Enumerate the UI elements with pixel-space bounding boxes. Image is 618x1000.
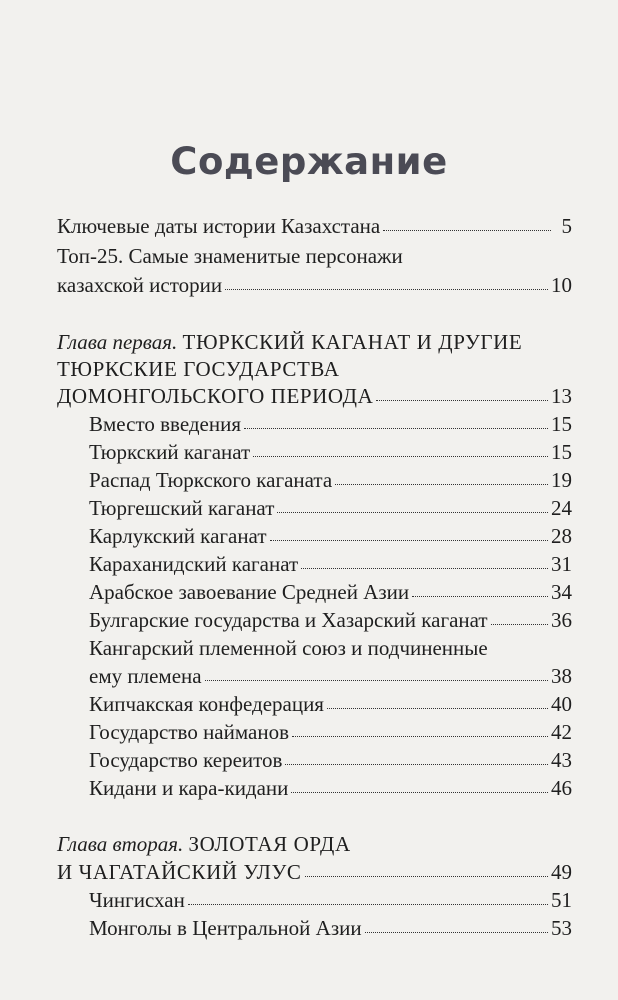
chapter-heading-line1[interactable]: [57, 830, 351, 858]
toc-entry[interactable]: [89, 914, 572, 942]
leader-dots: [292, 722, 548, 737]
chapter-heading-line2[interactable]: [57, 858, 572, 886]
toc-entry-title: Булгарские государства и Хазарский каганат: [89, 608, 488, 632]
leader-dots: [244, 414, 548, 429]
chapter-title: ЗОЛОТАЯ ОРДА: [188, 832, 351, 856]
toc-entry[interactable]: [89, 718, 572, 746]
leader-dots: [253, 442, 548, 457]
toc-entry-title-line1[interactable]: Кангарский племенной союз и подчиненные: [89, 636, 488, 660]
chapter-heading-line1[interactable]: [57, 328, 522, 356]
leader-dots: [412, 582, 548, 597]
toc-entry-title: Кидани и кара-кидани: [89, 776, 289, 800]
toc-entry[interactable]: [89, 746, 572, 774]
toc-entry-title: Чингисхан: [89, 888, 185, 912]
leader-dots: [285, 750, 548, 765]
toc-entry[interactable]: [89, 886, 572, 914]
toc-entry[interactable]: [89, 662, 572, 690]
toc-entry[interactable]: [89, 494, 572, 522]
chapter-title-line2: И ЧАГАТАЙСКИЙ УЛУС: [57, 860, 302, 884]
toc-entry[interactable]: [89, 438, 572, 466]
toc-entry-title: Арабское завоевание Средней Азии: [89, 580, 410, 604]
leader-dots: [291, 778, 548, 793]
leader-dots: [305, 862, 548, 877]
toc-entry-page: 24: [551, 496, 572, 520]
leader-dots: [225, 275, 548, 290]
leader-dots: [327, 694, 548, 709]
leader-dots: [365, 918, 548, 933]
leader-dots: [188, 890, 548, 905]
leader-dots: [491, 610, 548, 625]
chapter-label: Глава вторая.: [57, 832, 184, 856]
page-title: Содержание: [170, 140, 448, 183]
toc-entry-page: 31: [551, 552, 572, 576]
toc-entry-page: 38: [551, 664, 572, 688]
chapter-heading-line3[interactable]: [57, 382, 572, 410]
toc-entry-title: Государство найманов: [89, 720, 289, 744]
chapter-heading-line2[interactable]: ТЮРКСКИЕ ГОСУДАРСТВА: [57, 357, 340, 381]
toc-entry-page: 5: [561, 214, 572, 238]
toc-entry-page: 51: [551, 888, 572, 912]
toc-entry[interactable]: [89, 466, 572, 494]
toc-entry-page: 49: [551, 860, 572, 884]
toc-entry-title: Распад Тюркского каганата: [89, 468, 333, 492]
leader-dots: [277, 498, 548, 513]
leader-dots: [335, 470, 548, 485]
toc-entry-page: 19: [551, 468, 572, 492]
chapter-title: ТЮРКСКИЙ КАГАНАТ И ДРУГИЕ: [182, 330, 523, 354]
toc-entry-title-line1[interactable]: Топ-25. Самые знаменитые персонажи: [57, 244, 403, 268]
leader-dots: [205, 666, 548, 681]
toc-entry-page: 36: [551, 608, 572, 632]
toc-entry[interactable]: [89, 774, 572, 802]
toc-entry-title: Монголы в Центральной Азии: [89, 916, 362, 940]
toc-entry-title: Вместо введения: [89, 412, 242, 436]
toc-entry-title: Караханидский каганат: [89, 552, 299, 576]
toc-entry[interactable]: [89, 410, 572, 438]
chapter-label: Глава первая.: [57, 330, 178, 354]
toc-entry-page: 34: [551, 580, 572, 604]
toc-entry-title: Кипчакская конфедерация: [89, 692, 324, 716]
toc-entry-page: 53: [551, 916, 572, 940]
toc-entry-page: 42: [551, 720, 572, 744]
toc-entry[interactable]: [57, 271, 572, 299]
toc-entry-title: Тюркский каганат: [89, 440, 251, 464]
toc-entry-page: 46: [551, 776, 572, 800]
toc-entry-title: Ключевые даты истории Казахстана: [57, 214, 381, 238]
toc-entry-page: 10: [551, 273, 572, 297]
toc-entry[interactable]: [89, 578, 572, 606]
toc-entry-title: Тюргешский каганат: [89, 496, 275, 520]
toc-entry-page: 13: [551, 384, 572, 408]
leader-dots: [301, 554, 548, 569]
chapter-title-line3: ДОМОНГОЛЬСКОГО ПЕРИОДА: [57, 384, 374, 408]
toc-entry[interactable]: [89, 606, 572, 634]
toc-entry-title-line2: казахской истории: [57, 273, 223, 297]
toc-entry[interactable]: [89, 522, 572, 550]
toc-entry-page: 28: [551, 524, 572, 548]
toc-entry[interactable]: [57, 212, 572, 240]
toc-entry-page: 15: [551, 440, 572, 464]
toc-entry-title-line2: ему племена: [89, 664, 202, 688]
leader-dots: [270, 526, 548, 541]
toc-entry-title: Карлукский каганат: [89, 524, 267, 548]
toc-entry-page: 40: [551, 692, 572, 716]
toc-entry-page: 43: [551, 748, 572, 772]
toc-entry[interactable]: [89, 690, 572, 718]
toc-entry[interactable]: [89, 550, 572, 578]
leader-dots: [376, 386, 548, 401]
leader-dots: [383, 216, 551, 231]
toc-entry-title: Государство кереитов: [89, 748, 283, 772]
toc-entry-page: 15: [551, 412, 572, 436]
